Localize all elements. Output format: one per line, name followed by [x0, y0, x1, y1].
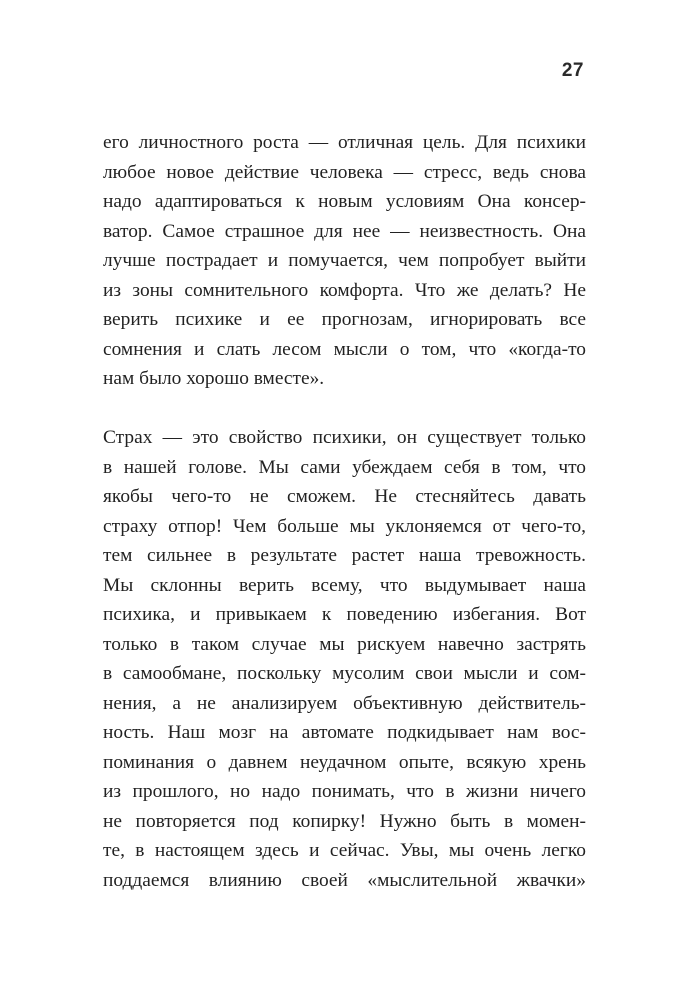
text-line: сомнения и слать лесом мысли о том, что «когда-то: [103, 338, 586, 360]
text-line: поминания о давнем неудачном опыте, всякую хрень: [103, 751, 586, 773]
page-number: 27: [561, 60, 584, 81]
text-line: из прошлого, но надо понимать, что в жизни ничего: [103, 781, 586, 802]
text-line: психика, и привыкаем к поведению избегания. Вот: [103, 604, 586, 625]
text-line: верить психике и ее прогнозам, игнорировать все: [103, 309, 586, 330]
text-line: из зоны сомнительного комфорта. Что же делать? Не: [103, 279, 586, 301]
text-line: якобы чего-то не сможем. Не стесняйтесь давать: [103, 486, 586, 507]
text-line: Страх — это свойство психики, он существует только: [103, 427, 586, 448]
text-line: лучше пострадает и помучается, чем попробует выйти: [103, 250, 586, 271]
text-line: нения, а не анализируем объективную действитель-: [103, 692, 586, 714]
text-line: нам было хорошо вместе».: [103, 368, 325, 389]
text-line: надо адаптироваться к новым условиям Она консер-: [103, 191, 586, 212]
text-line: в самообмане, поскольку мусолим свои мысли и сом-: [103, 663, 586, 684]
text-line: любое новое действие человека — стресс, ведь снова: [103, 161, 586, 183]
text-line: его личностного роста — отличная цель. Для психики: [103, 132, 586, 153]
text-line: ватор. Самое страшное для нее — неизвестность. Она: [103, 220, 586, 242]
paragraph-2: [103, 423, 586, 895]
text-line: Мы склонны верить всему, что выдумывает наша: [103, 574, 586, 596]
text-line: не повторяется под копирку! Нужно быть в момен-: [103, 810, 586, 832]
text-line: в нашей голове. Мы сами убеждаем себя в том, что: [103, 456, 586, 478]
text-line: ность. Наш мозг на автомате подкидывает нам вос-: [103, 722, 586, 743]
text-line: поддаемся влиянию своей «мыслительной жвачки»: [103, 869, 586, 891]
text-line: только в таком случае мы рискуем навечно застрять: [103, 633, 586, 655]
body-text: [103, 128, 586, 895]
text-line: те, в настоящем здесь и сейчас. Увы, мы очень легко: [103, 840, 586, 861]
paragraph-1: [103, 128, 586, 394]
text-line: тем сильнее в результате растет наша тревожность.: [103, 545, 586, 566]
text-line: страху отпор! Чем больше мы уклоняемся от чего-то,: [103, 515, 586, 537]
